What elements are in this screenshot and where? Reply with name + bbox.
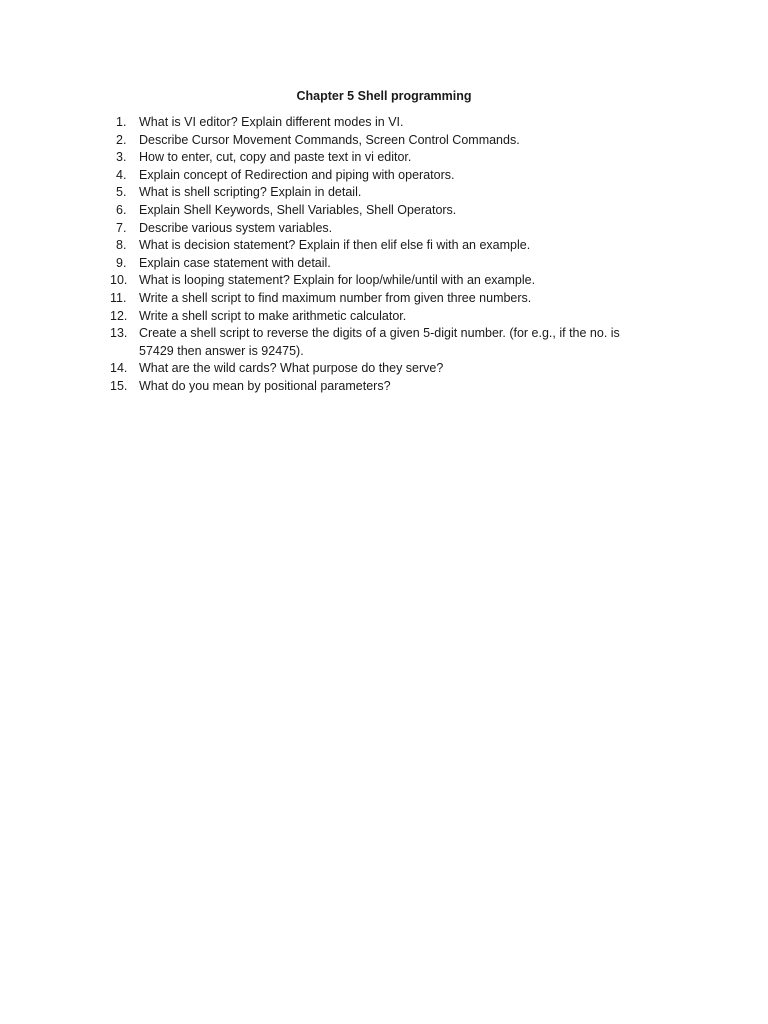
list-item: [110, 220, 650, 238]
question-number: 5.: [116, 185, 127, 200]
list-item: [110, 325, 650, 360]
question-text: What are the wild cards? What purpose do they serve?: [139, 361, 444, 376]
question-text: What is looping statement? Explain for loop/while/until with an example.: [139, 273, 536, 288]
question-number: 10.: [110, 273, 128, 288]
list-item: [110, 184, 650, 202]
question-text: Create a shell script to reverse the digits of a given 5-digit number. (for e.g., if the no. is 57429 then answer is 92475).: [139, 326, 620, 358]
question-text: Explain concept of Redirection and piping with operators.: [139, 167, 455, 182]
list-item: [110, 255, 650, 273]
page-title: Chapter 5 Shell programming: [296, 89, 472, 103]
question-number: 6.: [116, 202, 127, 217]
question-text: Explain Shell Keywords, Shell Variables, Shell Operators.: [139, 202, 457, 217]
question-number: 8.: [116, 238, 127, 253]
list-item: [110, 360, 650, 378]
question-number: 1.: [116, 115, 127, 129]
question-text: What do you mean by positional parameters?: [139, 378, 391, 393]
list-item: [110, 132, 650, 150]
question-number: 4.: [116, 167, 127, 182]
list-item: [110, 308, 650, 326]
list-item: [110, 272, 650, 290]
question-list: [110, 114, 650, 396]
question-text: What is decision statement? Explain if then elif else fi with an example.: [139, 238, 531, 253]
question-number: 9.: [116, 255, 127, 270]
question-text: How to enter, cut, copy and paste text in vi editor.: [139, 150, 412, 165]
question-number: 13.: [110, 326, 128, 341]
question-text: Write a shell script to make arithmetic calculator.: [139, 308, 407, 323]
question-number: 7.: [116, 220, 127, 235]
list-item: [110, 202, 650, 220]
question-number: 15.: [110, 378, 128, 393]
question-text: Describe various system variables.: [139, 220, 333, 235]
question-text: Write a shell script to find maximum number from given three numbers.: [139, 290, 532, 305]
list-item: [110, 167, 650, 185]
question-text: What is shell scripting? Explain in detail.: [139, 185, 362, 200]
question-number: 11.: [110, 290, 127, 305]
question-number: 2.: [116, 132, 127, 147]
list-item: [110, 149, 650, 167]
question-text: What is VI editor? Explain different modes in VI.: [139, 115, 404, 129]
list-item: [110, 378, 650, 396]
question-number: 12.: [110, 308, 128, 323]
list-item: [110, 290, 650, 308]
list-item: [110, 114, 650, 132]
question-number: 3.: [116, 150, 127, 165]
question-number: 14.: [110, 361, 128, 376]
question-text: Describe Cursor Movement Commands, Screen Control Commands.: [139, 132, 520, 147]
question-text: Explain case statement with detail.: [139, 255, 331, 270]
list-item: [110, 237, 650, 255]
